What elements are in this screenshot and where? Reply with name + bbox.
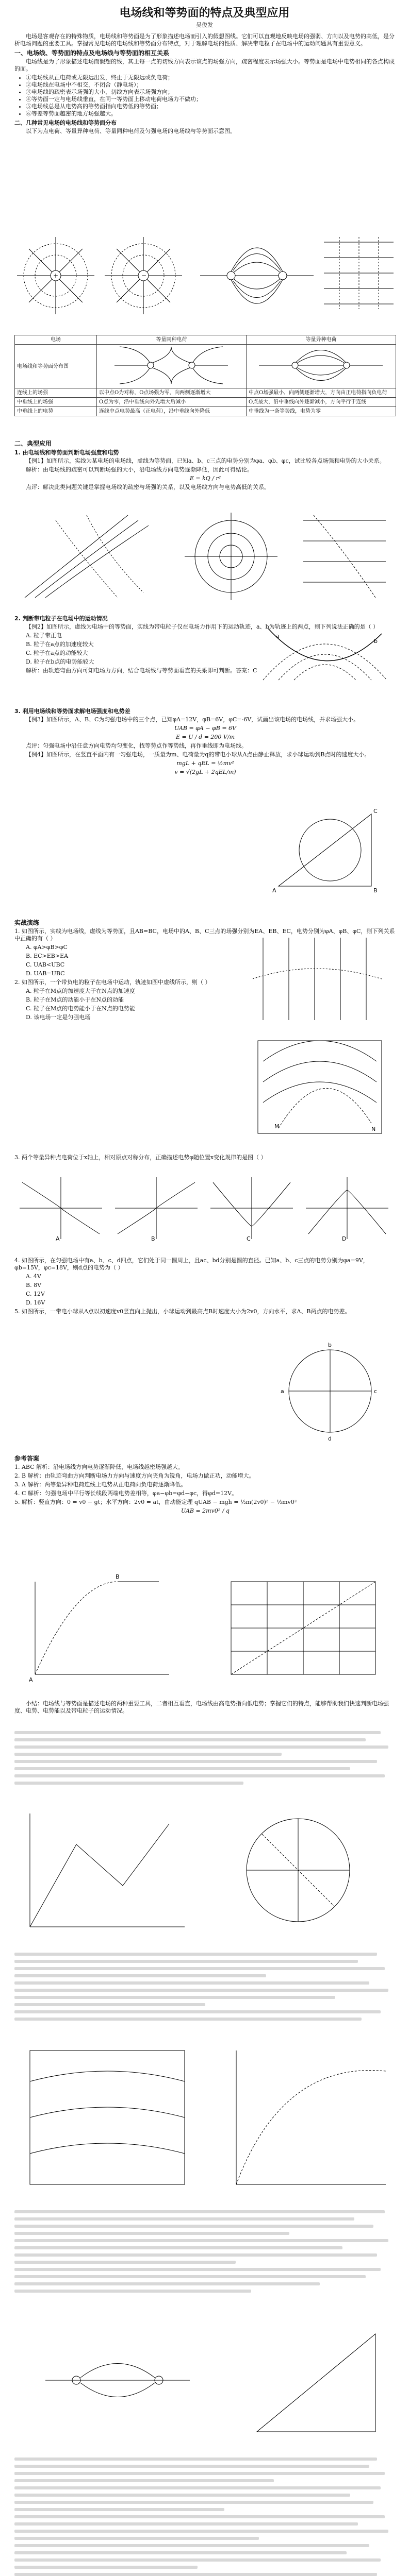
example-1: 【例1】如图所示，实线为某电场的电场线，虚线为等势面，已知a、b、c三点的电势分别为φa、φb、φc，试比较各点场强和电势的大小关系。 — [26, 457, 385, 464]
practice-figures — [248, 927, 392, 1144]
table-header-cell: 电场 — [15, 335, 97, 345]
list-item: • ⑤电场线总是从电势高的等势面指向电势低的等势面； — [26, 103, 396, 110]
table-cell: 中垂线上的场强 — [15, 398, 97, 407]
svg-text:d: d — [328, 1435, 332, 1442]
example-2-figure — [258, 618, 392, 685]
answer-3: 3. A 解析：两等量异种电荷连线上电势从正电荷向负电荷逐渐降低。 — [14, 1481, 187, 1488]
answer-figures — [14, 1571, 396, 1685]
table-row — [15, 407, 396, 416]
answer-5: 5. 解析：竖直方向：0 = v0 − gt；水平方向：2v0 = at，由动能定理 qUAB − mgh = ½m(2v0)² − ½mv0² — [14, 1499, 297, 1505]
example-4: 【例4】如图所示，在竖直平面内有一匀强电场，一质量为m、电荷量为q的带电小球从A点由静止释放，求小球运动到B点时的速度大小。 — [26, 751, 370, 758]
answer-1: 1. ABC 解析：沿电场线方向电势逐渐降低，电场线越密场强越大。 — [14, 1464, 184, 1470]
question-3: 3. 两个等量异种点电荷位于x轴上，相对原点对称分布，正确描述电势φ随位置x变化规律的是图（ ） — [14, 1154, 267, 1161]
subsection-heading: 1. 由电场线和等势面判断电场强度和电势 — [14, 449, 119, 456]
subsection-paragraph: 以下为点电荷、等量异种电荷、等量同种电荷及匀强电场的电场线与等势面示意图。 — [26, 128, 236, 134]
svg-text:A: A — [29, 1676, 33, 1683]
answers-heading: 参考答案 — [14, 1455, 40, 1462]
example-1-solution: 解析：由电场线的疏密可以判断场强的大小，沿电场线方向电势逐渐降低，因此可得结论。 — [26, 466, 253, 473]
table-cell: 中垂线为一条等势线，电势为零 — [247, 407, 396, 416]
svg-text:a: a — [276, 633, 280, 639]
example-1-figures — [14, 510, 396, 603]
svg-text:B: B — [373, 887, 378, 894]
list-item: • ③电场线的疏密表示场强的大小，切线方向表示场强方向； — [26, 89, 396, 96]
svg-text:c: c — [374, 1388, 378, 1395]
question-2: 2. 如图所示，一个带负电的粒子在电场中运动，轨迹如图中虚线所示，则（ ） — [14, 979, 211, 986]
section-1-heading: 一、电场线、等势面的特点及电场线与等势面的相互关系 — [14, 49, 170, 57]
extra-figures — [14, 1803, 396, 1937]
option: B. 8V — [26, 1282, 42, 1289]
table-header-cell: 等量同种电荷 — [97, 335, 247, 345]
closing-paragraph: 小结：电场线与等势面是描述电场的两种重要工具，二者相互垂直，电场线由高电势指向低电势；掌握它们的特点，能够帮助我们快速判断电场强度、电势、电势能以及带电粒子的运动情况。 — [14, 1700, 389, 1714]
svg-text:N: N — [371, 1126, 376, 1132]
question-4: 4. 如图所示，在匀强电场中有a、b、c、d四点，它们处于同一圆周上，且ac、bd分别是圆的直径。已知a、b、c三点的电势分别为φa=9V，φb=15V，φc=18V，则d点的电势为（ ） — [14, 1257, 369, 1271]
svg-text:−: − — [141, 272, 147, 279]
question-4-figure — [268, 1340, 392, 1443]
option: C. UAB<UBC — [26, 961, 65, 968]
table-cell-figure — [97, 345, 247, 388]
body-text-lines — [14, 2210, 396, 2297]
answer-2: 2. B 解析：由轨迹弯曲方向判断电场力方向与速度方向夹角为锐角，电场力做正功，动能增大。 — [14, 1472, 255, 1479]
option: D. 16V — [26, 1299, 45, 1306]
table-cell: O点为零，沿中垂线向外先增大后减小 — [97, 398, 247, 407]
subsection-heading: 二、几种常见电场的电场线和等势面分布 — [14, 120, 117, 126]
section-intro — [14, 33, 396, 137]
svg-text:M: M — [274, 1123, 280, 1130]
example-3: 【例3】如图所示，A、B、C为匀强电场中的三个点，已知φA=12V，φB=6V，φC=-6V，试画出该电场的电场线，并求场强大小。 — [26, 716, 359, 723]
equation: v = √(2gL + 2qEL/m) — [174, 769, 236, 775]
answer-4: 4. C 解析：匀强电场中平行等长线段两端电势差相等，φa−φb=φd−φc，得φd=12V。 — [14, 1490, 238, 1497]
table-cell: 连线上的场强 — [15, 388, 97, 398]
option: C. 粒子在a点的动能较大 — [26, 650, 88, 656]
section-2-heading: 二、典型应用 — [14, 440, 52, 447]
option: A. 粒子在M点的加速度大于在N点的加速度 — [26, 988, 135, 994]
table-cell: 连线中点电势最高（正电荷），沿中垂线向外降低 — [97, 407, 247, 416]
option: A. 粒子带正电 — [26, 632, 62, 639]
section-2-part-3 — [14, 706, 396, 777]
subsection-heading: 2. 判断带电粒子在电场中的运动情况 — [14, 615, 108, 622]
option: D. 该电场一定是匀强电场 — [26, 1014, 91, 1021]
option: D. 粒子在b点的电势能较大 — [26, 658, 94, 665]
table-cell: O点最大，沿中垂线向外逐渐减小，方向平行于连线 — [247, 398, 396, 407]
table-row — [15, 345, 396, 388]
list-item: • ⑥等差等势面越密的地方场强越大。 — [26, 110, 396, 117]
equation: UAB = 2mv0² / q — [181, 1507, 230, 1514]
section-1-paragraph: 电场线是为了形象描述电场而假想的线，其上每一点的切线方向表示该点的场强方向，疏密程度表示场强大小。等势面是电场中电势相同的各点构成的面。 — [14, 58, 395, 72]
option: A. 4V — [26, 1273, 41, 1280]
feature-list — [14, 74, 396, 117]
example-2-solution: 解析：由轨迹弯曲方向可知电场力方向，结合电场线与等势面垂直的关系即可判断。答案：C — [26, 667, 257, 674]
comparison-table — [14, 335, 396, 416]
table-cell: 电场线和等势面分布图 — [15, 345, 97, 388]
table-row — [15, 388, 396, 398]
body-text-lines — [14, 1731, 396, 1789]
svg-text:a: a — [281, 1388, 284, 1395]
option: B. 粒子在M点的动能小于在N点的动能 — [26, 996, 124, 1003]
practice-heading: 实战演练 — [14, 919, 40, 926]
graph-label: B — [151, 1235, 155, 1242]
question-1: 1. 如图所示，实线为电场线，虚线为等势面，且AB=BC，电场中的A、B、C三点的场强分别为EA、EB、EC，电势分别为φA、φB、φC，则下列关系中正确的有（ ） — [14, 928, 395, 942]
example-3-figure — [268, 804, 392, 896]
table-row — [15, 398, 396, 407]
body-text-lines — [14, 2458, 396, 2576]
formula: E = kQ / r² — [189, 475, 221, 482]
option: C. 12V — [26, 1291, 45, 1297]
svg-text:b: b — [374, 638, 378, 645]
svg-text:b: b — [328, 1342, 332, 1348]
option: A. φA>φB>φC — [26, 944, 68, 951]
unlike-charges-figure — [249, 346, 393, 385]
example-3-comment: 点评：匀强电场中沿任意方向电势均匀变化，找等势点作等势线，再作垂线即为电场线。 — [26, 742, 247, 749]
question-5: 5. 如图所示，一带电小球从A点以初速度v0竖直向上抛出，小球运动到最高点B时速度大小为2v0，方向水平，求A、B两点的电势差。 — [14, 1308, 351, 1315]
option: D. UAB=UBC — [26, 970, 65, 977]
option: B. EC>EB>EA — [26, 953, 69, 959]
list-item: • ④等势面一定与电场线垂直，在同一等势面上移动电荷电场力不做功； — [26, 96, 396, 103]
svg-text:A: A — [272, 887, 276, 894]
question-3-graphs — [14, 1175, 396, 1242]
extra-figures-3 — [14, 2318, 396, 2442]
section-2 — [14, 438, 396, 493]
equation: mgL + qEL = ½mv² — [176, 760, 234, 767]
intro-paragraph: 电场是客观存在的特殊物质，电场线和等势面是为了形象描述电场而引入的假想图线。它们可以直观地反映电场的强弱、方向以及电势的高低，是分析电场问题的重要工具。掌握常见电场的电场线和等势面分布特点，对于理解电场的性质、解决带电粒子在电场中的运动问题具有重要意义。 — [14, 33, 395, 47]
example-2: 【例2】如图所示，虚线为电场中的等势面，实线为带电粒子仅在电场力作用下的运动轨迹，a、b为轨迹上的两点，则下列说法正确的是（ ） — [26, 623, 379, 630]
document-title: 电场线和等势面的特点及典型应用 — [119, 7, 290, 20]
uniform-field-figure — [324, 237, 394, 309]
table-cell: 中点O场强最小，向两侧逐渐增大，方向由正电荷指向负电荷 — [247, 388, 396, 398]
closing-section — [14, 1700, 396, 1716]
table-cell: 以中点O为对称，O点场强为零，向两侧逐渐增大 — [97, 388, 247, 398]
like-charges-figure — [99, 346, 243, 385]
table-cell: 中垂线上的电势 — [15, 407, 97, 416]
list-item: • ①电场线从正电荷或无限远出发，终止于无限远或负电荷； — [26, 74, 396, 81]
equation: E = U / d = 200 V/m — [175, 734, 235, 740]
table-header-cell: 等量异种电荷 — [247, 335, 396, 345]
point-charge-negative-figure — [105, 237, 182, 314]
graph-label: D — [342, 1235, 347, 1242]
body-text-lines — [14, 1953, 396, 2025]
practice-section-2 — [14, 1154, 396, 1163]
field-line-figures — [14, 227, 396, 325]
extra-figures-2 — [14, 2040, 396, 2195]
svg-text:C: C — [373, 808, 378, 815]
svg-text:+: + — [53, 272, 59, 279]
equation: UAB = φA − φB = 6V — [174, 725, 236, 732]
answers-section — [14, 1453, 396, 1516]
svg-text:B: B — [116, 1573, 120, 1580]
graph-label: A — [56, 1235, 60, 1242]
document-author: 吴俊发 — [196, 22, 213, 28]
graph-label: C — [247, 1235, 251, 1242]
list-item: • ②电场线在电场中不相交，不闭合（静电场）； — [26, 81, 396, 89]
dipole-figure — [200, 248, 314, 303]
table-cell-figure — [247, 345, 396, 388]
option: C. 粒子在M点的电势能小于在N点的电势能 — [26, 1005, 135, 1012]
option: B. 粒子在a点的加速度较大 — [26, 641, 94, 648]
practice-section-3 — [14, 1257, 396, 1317]
subsection-heading: 3. 利用电场线和等势面求解电场强度和电势差 — [14, 708, 130, 715]
table-header-row — [15, 335, 396, 345]
point-charge-positive-figure — [17, 237, 94, 314]
example-1-comment: 点评：解决此类问题关键是掌握电场线的疏密与场强的关系，以及电场线方向与电势高低的关系。 — [26, 484, 270, 490]
